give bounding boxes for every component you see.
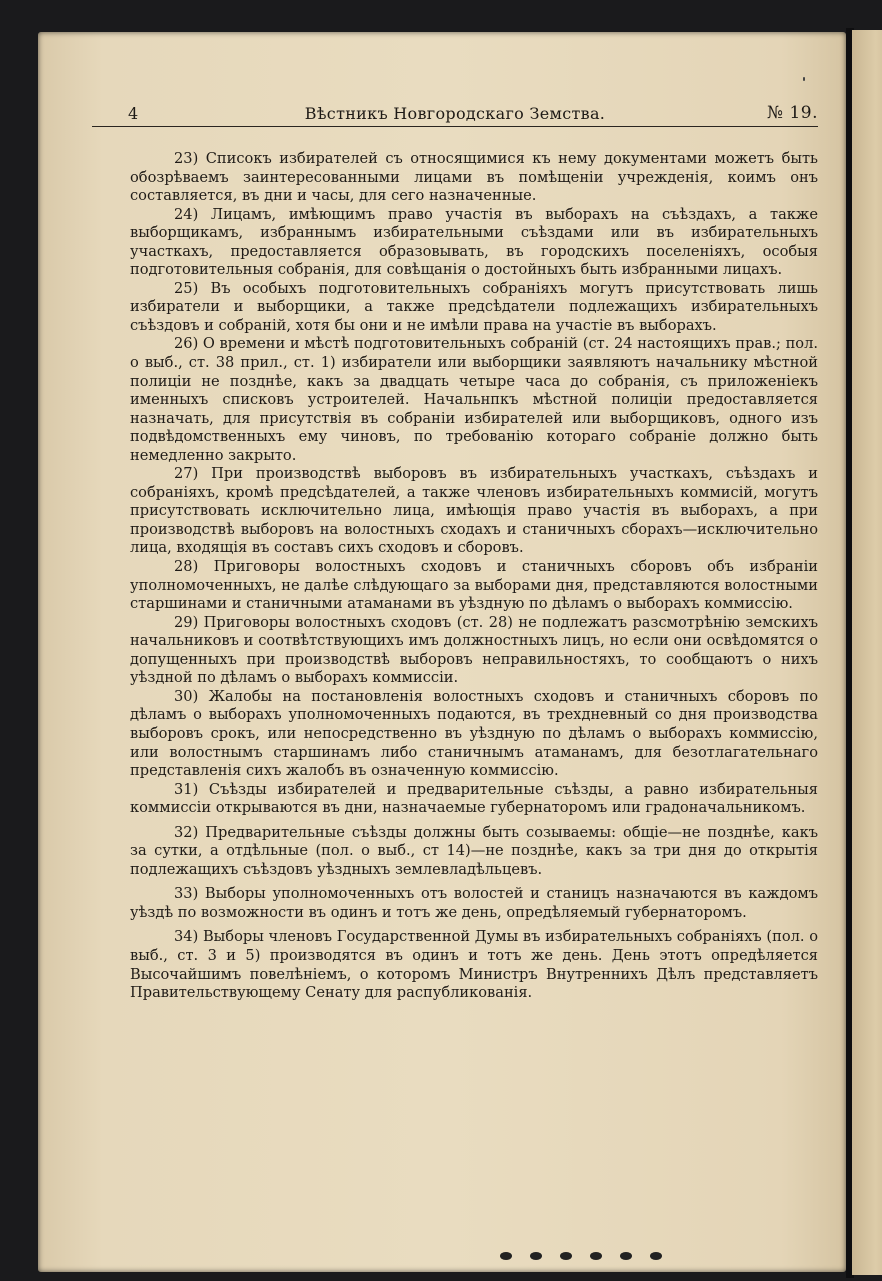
page-header [92,98,818,127]
paragraph-26: 26) О времени и мѣстѣ подготовительныхъ собраній (ст. 24 настоящихъ прав.; пол. о выб., ст. 38 прил., ст. 1) избиратели или выборщики заявляютъ начальнику мѣстной полиціи не позднѣе, какъ за двадцать четыре часа до собранія, съ приложеніекъ именныхъ списковъ устроителей. Начальнпкъ мѣстной полиціи предоставляется назначать, для присутствія въ собраніи избирателей или выборщиковъ, одного изъ подвѣдомственныхъ ему чиновъ, по требованію котораго собраніе должно быть немедленно закрыто. [130,335,818,464]
paragraph-23: 23) Списокъ избирателей съ относящимися къ нему документами можетъ быть обозрѣваемъ заинтересованными лицами въ помѣщеніи учрежденія, коимъ онъ составляется, въ дни и часы, для сего назначенные. [130,150,818,205]
paragraph-25: 25) Въ особыхъ подготовительныхъ собраніяхъ могутъ присутствовать лишь избиратели и выборщики, а также предсѣдатели подлежащихъ избирательныхъ съѣздовъ и собраній, хотя бы они и не имѣли права на участіе въ выборахъ. [130,279,818,334]
binding-marks [500,1245,680,1264]
paragraph-31: 31) Съѣзды избирателей и предварительные съѣзды, а равно избирательныя коммиссіи открываются въ дни, назначаемые губернаторомъ или градоначальникомъ. [130,780,818,817]
paragraph-32: 32) Предварительные съѣзды должны быть созываемы: общіе—не позднѣе, какъ за сутки, а отдѣльные (пол. о выб., ст 14)—не позднѣе, какъ за три дня до открытія подлежащихъ съѣздовъ уѣздныхъ землевладѣльцевъ. [130,823,818,878]
next-page-edge [852,30,882,1275]
paragraph-30: 30) Жалобы на постановленія волостныхъ сходовъ и станичныхъ сборовъ по дѣламъ о выборахъ уполномоченныхъ подаются, въ трехдневный со дня производства выборовъ срокъ, или непосредственно въ уѣздную по дѣламъ о выборахъ коммиссію, или волостнымъ старшинамъ либо станичнымъ атаманамъ, для безотлагательнаго представленія сихъ жалобъ въ означенную коммиссію. [130,687,818,780]
paragraph-28: 28) Приговоры волостныхъ сходовъ и станичныхъ сборовъ объ избраніи уполномоченныхъ, не далѣе слѣдующаго за выборами дня, представляются волостными старшинами и станичными атаманами въ уѣздную по дѣламъ о выборахъ коммиссію. [130,558,818,613]
ink-speck [803,77,805,81]
journal-title: Вѣстникъ Новгородскаго Земства. [304,104,606,123]
page-number: 4 [128,104,139,123]
paragraph-34: 34) Выборы членовъ Государственной Думы въ избирательныхъ собраніяхъ (пол. о выб., ст. 3 и 5) производятся въ одинъ и тотъ же день. День этотъ опредѣляется Высочайшимъ повелѣніемъ, о которомъ Министръ Внутреннихъ Дѣлъ представляетъ Правительствующему Сенату для распубликованія. [130,928,818,1002]
article-body [130,150,818,1003]
paragraph-33: 33) Выборы уполномоченныхъ отъ волостей и станицъ назначаются въ каждомъ уѣздѣ по возможности въ одинъ и тотъ же день, опредѣляемый губернаторомъ. [130,885,818,921]
paragraph-24: 24) Лицамъ, имѣющимъ право участія въ выборахъ на съѣздахъ, а также выборщикамъ, избраннымъ избирательными съѣздами или въ избирательныхъ участкахъ, предоставляется образовывать, въ городскихъ поселеніяхъ, особыя подготовительныя собранія, для совѣщанія о достойныхъ быть избранными лицахъ. [130,205,818,279]
paragraph-29: 29) Приговоры волостныхъ сходовъ (ст. 28) не подлежатъ разсмотрѣнію земскихъ начальниковъ и соотвѣтствующихъ имъ должностныхъ лицъ, но если они освѣдомятся о допущенныхъ при производствѣ выборовъ неправильностяхъ, то сообщаютъ о нихъ уѣздной по дѣламъ о выборахъ коммиссіи. [130,613,818,687]
issue-number: № 19. [766,103,818,123]
paragraph-27: 27) При производствѣ выборовъ въ избирательныхъ участкахъ, съѣздахъ и собраніяхъ, кромѣ предсѣдателей, а также членовъ избирательныхъ коммисій, могутъ присутствовать исключительно лица, имѣющія право участія въ выборахъ, а при производствѣ выборовъ на волостныхъ сходахъ и станичныхъ сборахъ—исключительно лица, входящія въ составъ сихъ сходовъ и сборовъ. [130,465,818,557]
